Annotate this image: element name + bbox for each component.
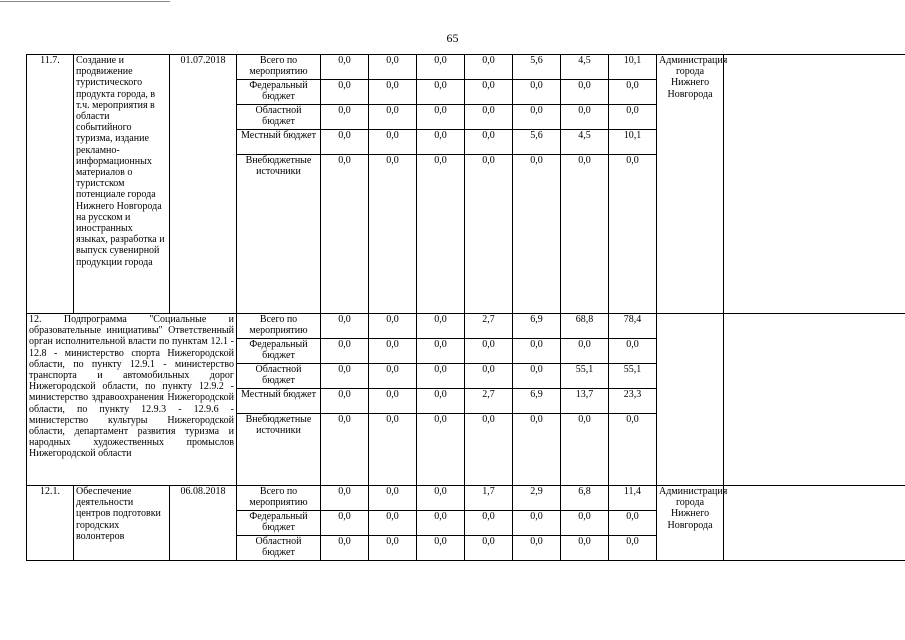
source-label: Внебюджетные источники: [237, 414, 321, 486]
value-cell: 0,0: [417, 536, 465, 561]
value-cell: 0,0: [513, 339, 561, 364]
value-cell: 10,1: [609, 130, 657, 155]
value-cell: 0,0: [369, 55, 417, 80]
value-cell: 0,0: [609, 105, 657, 130]
executor: Администрация города Нижнего Новгорода: [657, 486, 724, 561]
source-label: Всего по мероприятию: [237, 314, 321, 339]
table-row: [27, 314, 905, 339]
item-name: Создание и продвижение туристического продукта города, в т.ч. мероприятия в области событийного туризма, издание рекламно-информационных материалов о туристском потенциале города Нижнего Новгорода на русском и иностранных языках, разработка и выпуск сувенирной продукции города: [74, 55, 170, 314]
value-cell: 68,8: [561, 314, 609, 339]
value-cell: 0,0: [321, 314, 369, 339]
value-cell: 0,0: [609, 339, 657, 364]
value-cell: 0,0: [321, 486, 369, 511]
value-cell: 4,5: [561, 55, 609, 80]
subprogram-description: 12. Подпрограмма "Социальные и образовательные инициативы" Ответственный орган исполнительной власти по пунктам 12.1 - 12.8 - министерство спорта Нижегородской области, по пункту 12.9.1 - министерство транспорта и автомобильных дорог Нижегородской области, по пункту 12.9.2 - министерство здравоохранения Нижегородской области, по пункту 12.9.3 - 12.9.6 - министерство культуры Нижегородской области, департамент развития туризма и народных художественных промыслов Нижегородской области: [27, 314, 237, 486]
executor-cell-empty: [657, 314, 724, 486]
value-cell: 0,0: [369, 80, 417, 105]
value-cell: 0,0: [369, 364, 417, 389]
value-cell: 0,0: [369, 339, 417, 364]
value-cell: 0,0: [417, 511, 465, 536]
value-cell: 0,0: [465, 55, 513, 80]
notes-cell: [724, 314, 905, 486]
value-cell: 4,5: [561, 130, 609, 155]
value-cell: 0,0: [513, 414, 561, 486]
table-row: [27, 55, 905, 80]
value-cell: 0,0: [465, 105, 513, 130]
value-cell: 0,0: [369, 486, 417, 511]
value-cell: 0,0: [321, 511, 369, 536]
value-cell: 0,0: [321, 536, 369, 561]
value-cell: 0,0: [369, 414, 417, 486]
value-cell: 0,0: [321, 364, 369, 389]
table-row: [27, 486, 905, 511]
value-cell: 0,0: [609, 414, 657, 486]
value-cell: 0,0: [561, 511, 609, 536]
value-cell: 0,0: [561, 339, 609, 364]
value-cell: 0,0: [369, 536, 417, 561]
item-date: 01.07.2018: [170, 55, 237, 314]
value-cell: 0,0: [465, 155, 513, 314]
value-cell: 0,0: [561, 536, 609, 561]
scan-artifact-line: [0, 1, 170, 2]
value-cell: 2,9: [513, 486, 561, 511]
source-label: Всего по мероприятию: [237, 55, 321, 80]
value-cell: 11,4: [609, 486, 657, 511]
value-cell: 0,0: [321, 389, 369, 414]
value-cell: 0,0: [609, 80, 657, 105]
value-cell: 0,0: [321, 130, 369, 155]
value-cell: 0,0: [465, 339, 513, 364]
value-cell: 0,0: [369, 130, 417, 155]
value-cell: 0,0: [369, 389, 417, 414]
value-cell: 0,0: [465, 364, 513, 389]
value-cell: 0,0: [465, 511, 513, 536]
value-cell: 13,7: [561, 389, 609, 414]
source-label: Местный бюджет: [237, 130, 321, 155]
value-cell: 0,0: [465, 414, 513, 486]
source-label: Всего по мероприятию: [237, 486, 321, 511]
value-cell: 0,0: [417, 155, 465, 314]
source-label: Областной бюджет: [237, 536, 321, 561]
budget-table: [26, 54, 905, 561]
item-name: Обеспечение деятельности центров подготовки городских волонтеров: [74, 486, 170, 561]
value-cell: 5,6: [513, 130, 561, 155]
value-cell: 0,0: [321, 414, 369, 486]
item-code: 11.7.: [27, 55, 74, 314]
value-cell: 0,0: [609, 536, 657, 561]
value-cell: 55,1: [609, 364, 657, 389]
value-cell: 0,0: [513, 511, 561, 536]
value-cell: 0,0: [609, 155, 657, 314]
value-cell: 0,0: [513, 364, 561, 389]
executor: Администрация города Нижнего Новгорода: [657, 55, 724, 314]
source-label: Федеральный бюджет: [237, 80, 321, 105]
value-cell: 0,0: [369, 155, 417, 314]
value-cell: 0,0: [465, 536, 513, 561]
source-label: Областной бюджет: [237, 364, 321, 389]
value-cell: 0,0: [321, 339, 369, 364]
value-cell: 0,0: [513, 536, 561, 561]
value-cell: 0,0: [465, 80, 513, 105]
value-cell: 78,4: [609, 314, 657, 339]
value-cell: 0,0: [417, 130, 465, 155]
value-cell: 0,0: [417, 339, 465, 364]
value-cell: 0,0: [417, 389, 465, 414]
value-cell: 0,0: [321, 55, 369, 80]
value-cell: 6,9: [513, 314, 561, 339]
value-cell: 0,0: [513, 155, 561, 314]
source-label: Местный бюджет: [237, 389, 321, 414]
value-cell: 0,0: [369, 105, 417, 130]
item-code: 12.1.: [27, 486, 74, 561]
value-cell: 1,7: [465, 486, 513, 511]
value-cell: 0,0: [321, 155, 369, 314]
item-date: 06.08.2018: [170, 486, 237, 561]
value-cell: 2,7: [465, 389, 513, 414]
value-cell: 5,6: [513, 55, 561, 80]
value-cell: 0,0: [513, 80, 561, 105]
source-label: Федеральный бюджет: [237, 339, 321, 364]
value-cell: 0,0: [417, 364, 465, 389]
value-cell: 6,8: [561, 486, 609, 511]
notes-cell: [724, 55, 905, 314]
value-cell: 23,3: [609, 389, 657, 414]
value-cell: 0,0: [417, 314, 465, 339]
value-cell: 0,0: [321, 105, 369, 130]
page-number: 65: [446, 31, 459, 45]
source-label: Федеральный бюджет: [237, 511, 321, 536]
value-cell: 0,0: [561, 80, 609, 105]
value-cell: 0,0: [321, 80, 369, 105]
value-cell: 0,0: [513, 105, 561, 130]
value-cell: 6,9: [513, 389, 561, 414]
value-cell: 55,1: [561, 364, 609, 389]
source-label: Внебюджетные источники: [237, 155, 321, 314]
value-cell: 0,0: [369, 511, 417, 536]
value-cell: 0,0: [609, 511, 657, 536]
value-cell: 2,7: [465, 314, 513, 339]
source-label: Областной бюджет: [237, 105, 321, 130]
value-cell: 0,0: [561, 414, 609, 486]
notes-cell: [724, 486, 905, 561]
value-cell: 0,0: [417, 105, 465, 130]
value-cell: 0,0: [417, 80, 465, 105]
value-cell: 0,0: [465, 130, 513, 155]
value-cell: 0,0: [417, 414, 465, 486]
value-cell: 0,0: [561, 155, 609, 314]
value-cell: 0,0: [417, 55, 465, 80]
value-cell: 0,0: [417, 486, 465, 511]
value-cell: 0,0: [369, 314, 417, 339]
value-cell: 0,0: [561, 105, 609, 130]
value-cell: 10,1: [609, 55, 657, 80]
